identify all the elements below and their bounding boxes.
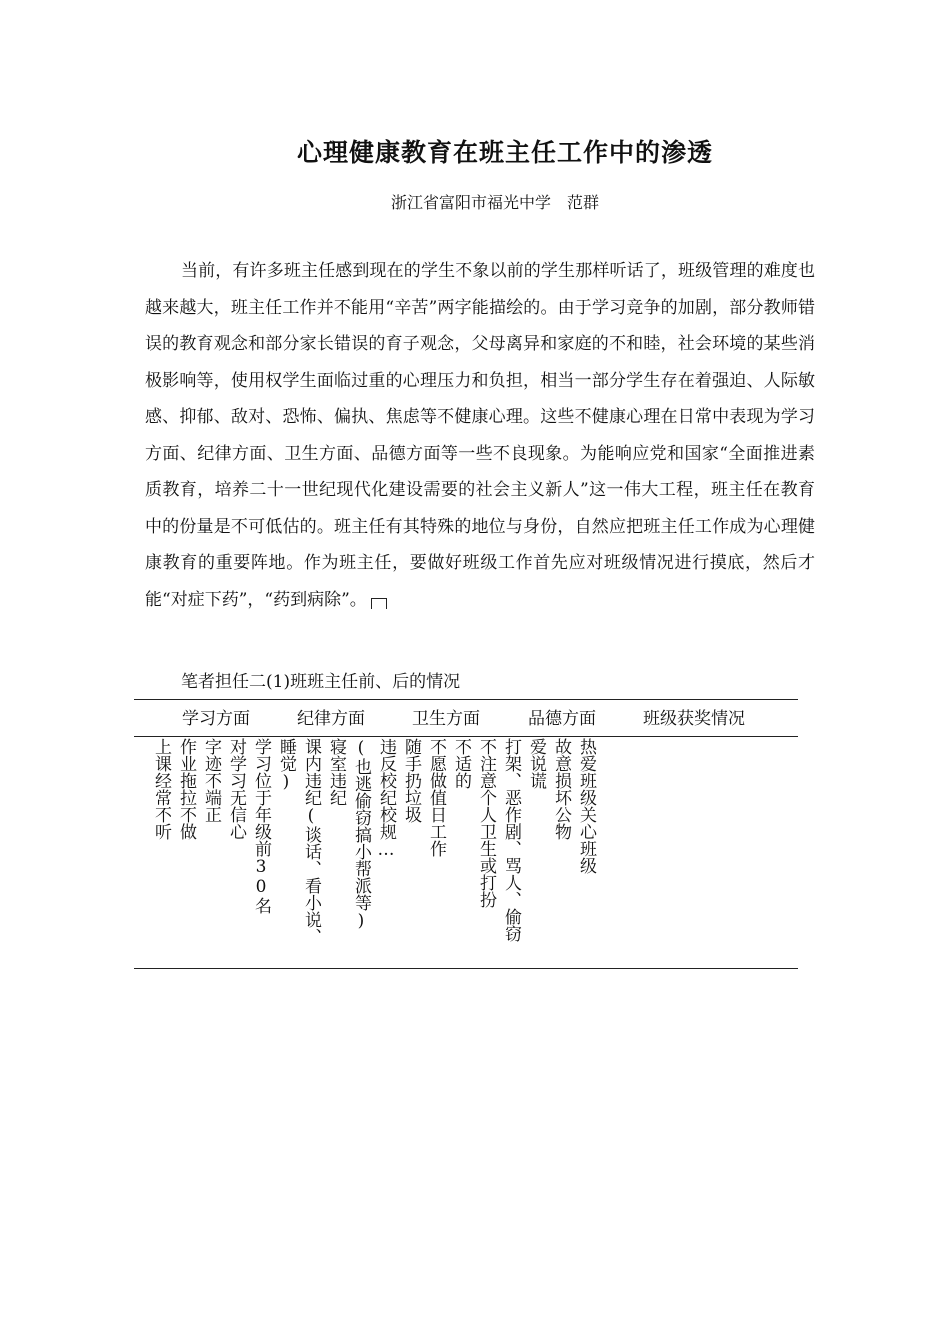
table-top-rule <box>134 699 798 700</box>
table-cell-vertical: 课内违纪(谈话、看小说、 <box>301 738 321 945</box>
table-cell-vertical: 不愿做值日工作 <box>426 738 446 857</box>
table-cell-vertical: 随手扔垃圾 <box>401 738 421 823</box>
table-cell-vertical: 学习位于年级前30名 <box>251 738 271 914</box>
table-cell-vertical: 寝室违纪 <box>326 738 346 806</box>
table-cell-vertical: 作业拖拉不做 <box>176 738 196 840</box>
table-caption: 笔者担任二(1)班班主任前、后的情况 <box>181 672 461 692</box>
table-header-study: 学习方面 <box>182 709 250 729</box>
body-paragraph <box>145 253 815 618</box>
table-cell-vertical: 字迹不端正 <box>201 738 221 823</box>
table-cell-vertical: 违反校纪校规… <box>376 738 396 860</box>
table-bottom-rule <box>134 968 798 969</box>
table-cell-vertical: 故意损坏公物 <box>551 738 571 840</box>
table-cell-vertical: 对学习无信心 <box>226 738 246 840</box>
document-title: 心理健康教育在班主任工作中的渗透 <box>296 138 713 167</box>
table-cell-vertical: 热爱班级关心班级 <box>576 738 596 874</box>
table-cell-vertical: (也逃偷窃搞小帮派等) <box>351 738 371 931</box>
table-cell-vertical: 不注意个人卫生或打扮 <box>476 738 496 908</box>
table-cell-vertical: 不适的 <box>451 738 471 789</box>
author-line: 浙江省富阳市福光中学 范群 <box>390 193 599 212</box>
table-cell-vertical: 爱说谎 <box>526 738 546 789</box>
table-header-rule <box>134 736 798 737</box>
table-cell-vertical: 打架、恶作剧、骂人、偷窃 <box>501 738 521 942</box>
table-header-hygiene: 卫生方面 <box>412 709 480 729</box>
table-cell-vertical: 上课经常不听 <box>151 738 171 840</box>
table-header-morality: 品德方面 <box>528 709 596 729</box>
table-header-discipline: 纪律方面 <box>297 709 365 729</box>
paragraph-text: 当前，有许多班主任感到现在的学生不象以前的学生那样听话了，班级管理的难度也越来越大，班主任工作并不能用“辛苦”两字能描绘的。由于学习竞争的加剧，部分教师错误的教育观念和部分家长错误的育子观念，父母离异和家庭的不和睦，社会环境的某些消极影响等，使用权学生面临过重的心理压力和负担，相当一部分学生存在着强迫、人际敏感、抑郁、敌对、恐怖、偏执、焦虑等不健康心理。这些不健康心理在日常中表现为学习方面、纪律方面、卫生方面、品德方面等一些不良现象。为能响应党和国家“全面推进素质教育，培养二十一世纪现代化建设需要的社会主义新人”这一伟大工程，班主任在教育中的份量是不可低估的。班主任有其特殊的地位与身份，自然应把班主任工作成为心理健康教育的重要阵地。作为班主任，要做好班级工作首先应对班级情况进行摸底，然后才能“对症下药”，“药到病除”。 <box>145 261 815 610</box>
table-header-awards: 班级获奖情况 <box>643 709 745 729</box>
table-cell-vertical: 睡觉) <box>276 738 296 792</box>
anchor-mark-icon <box>371 598 387 609</box>
